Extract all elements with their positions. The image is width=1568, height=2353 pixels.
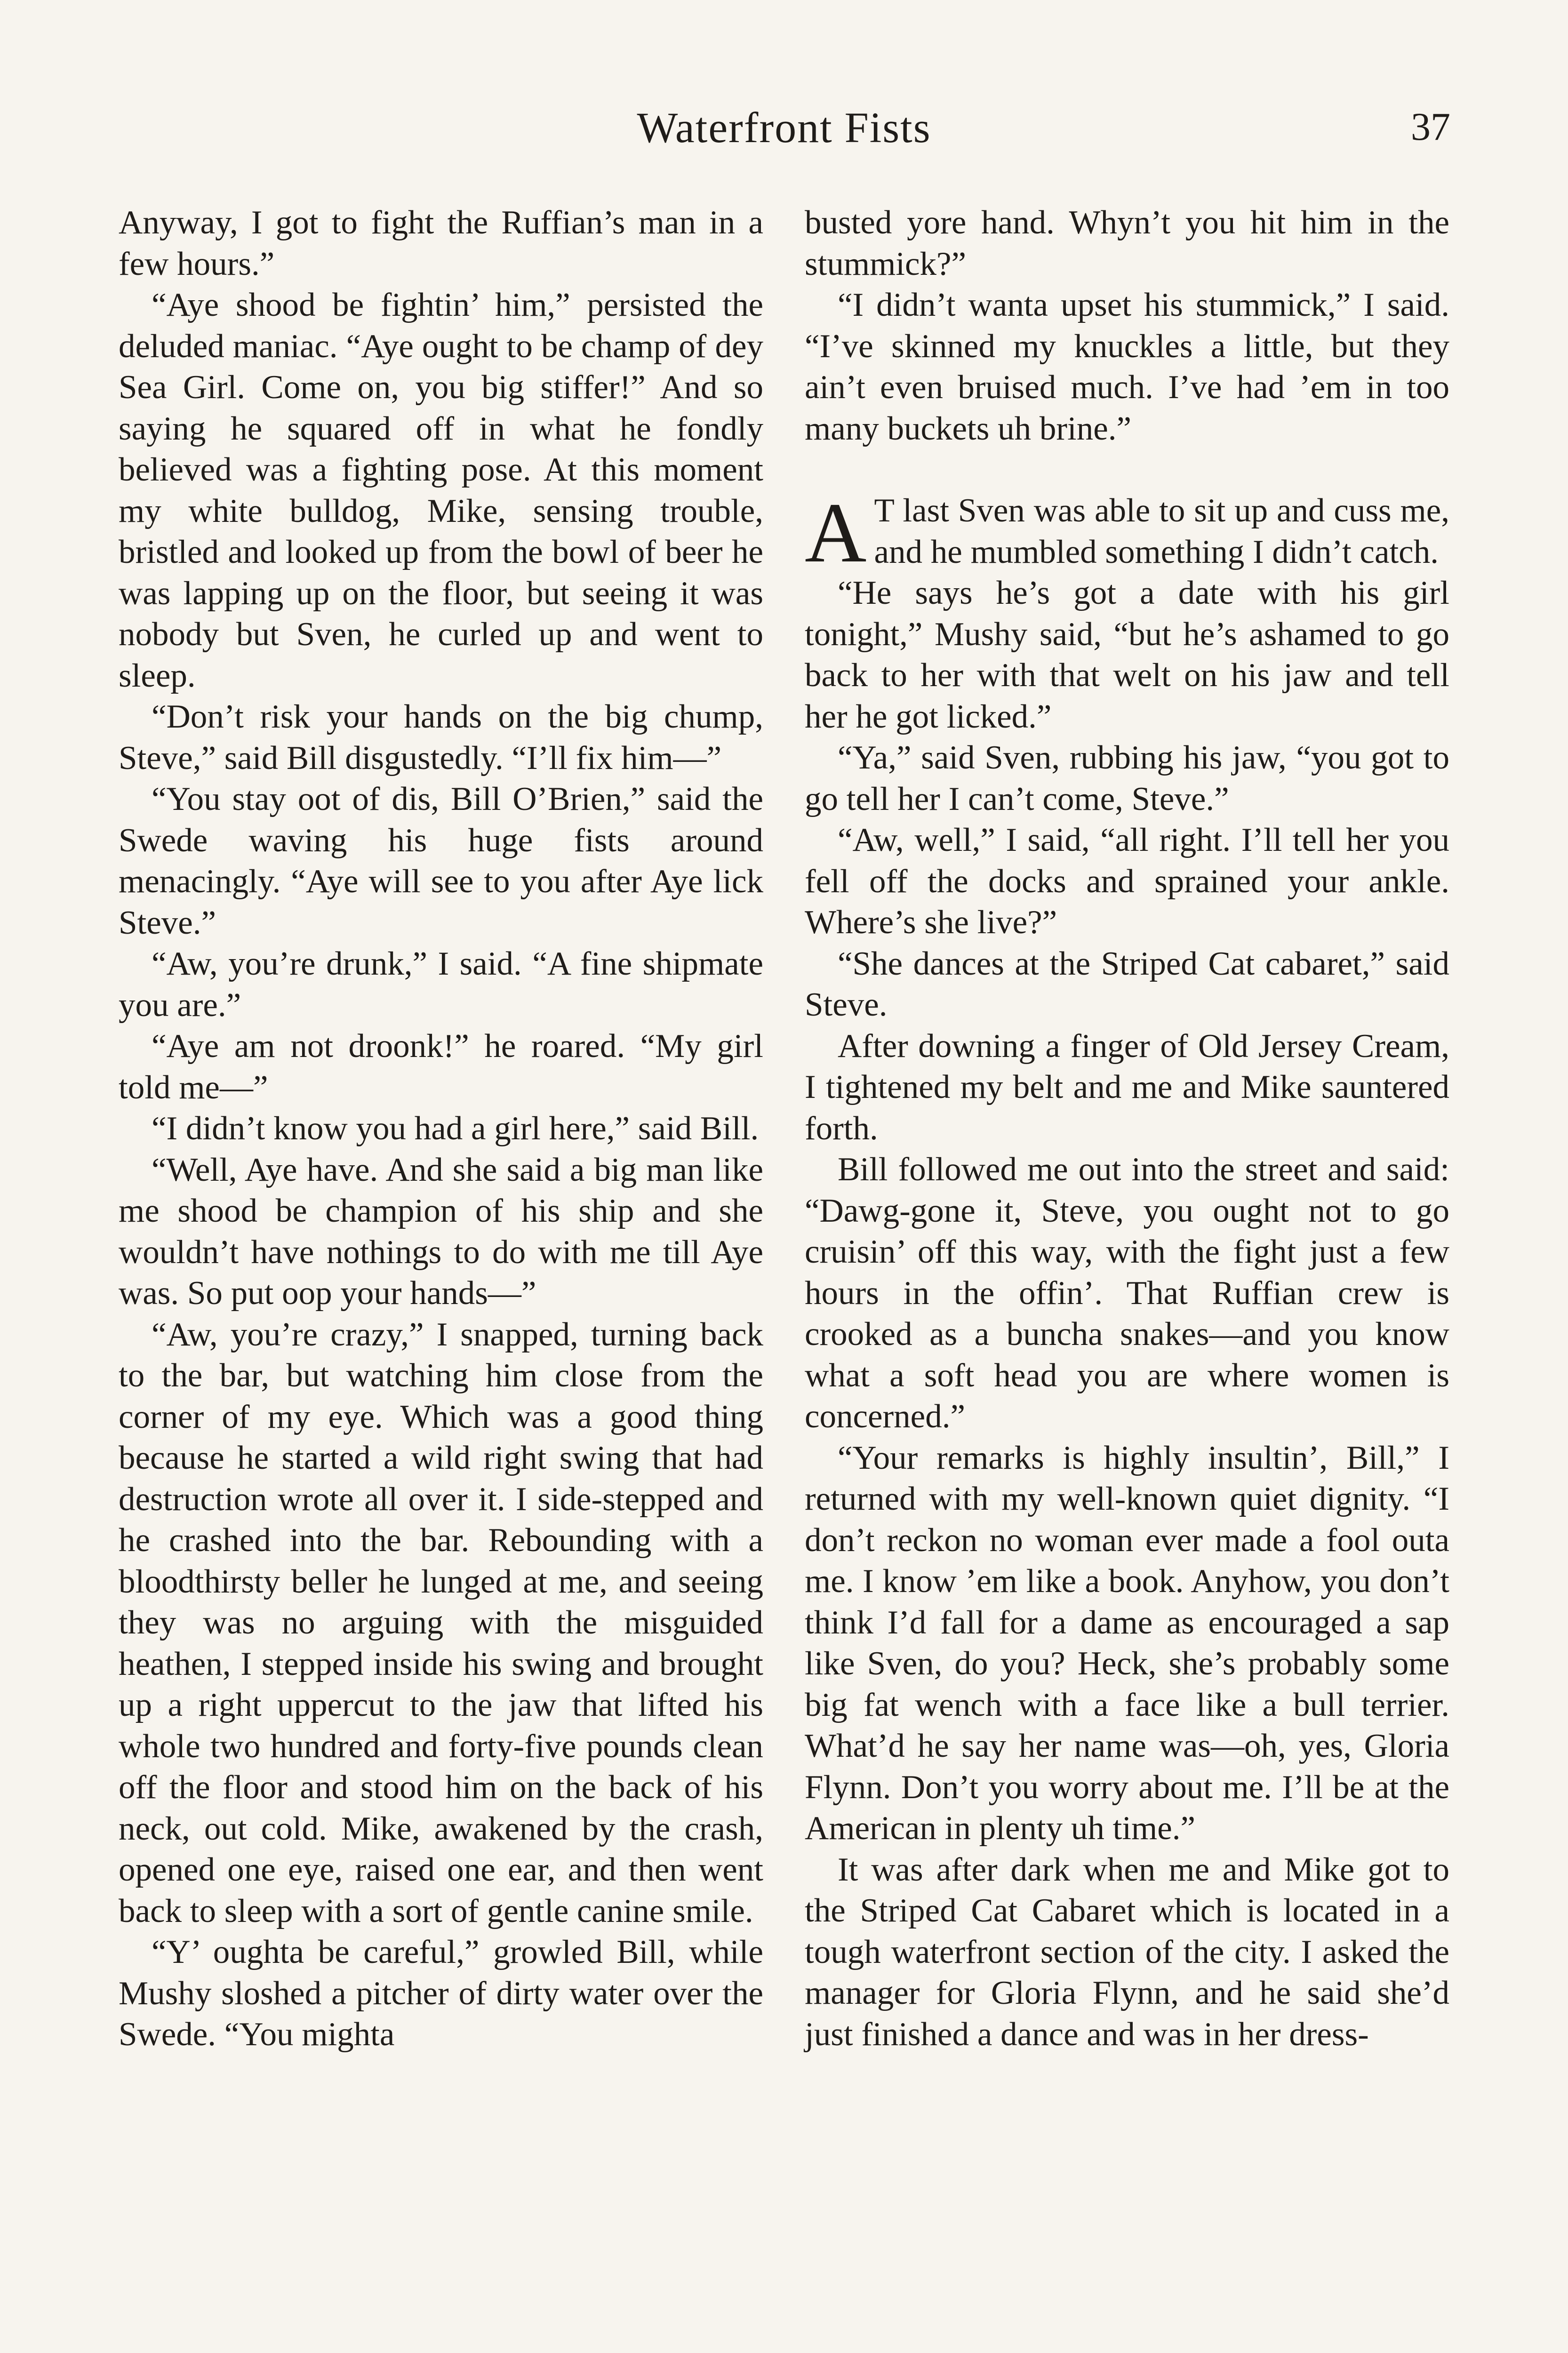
- paragraph: “Your remarks is highly insultin’, Bill,” I returned with my well-known quiet dignity. “I don’t reckon no woman ever made a fool outa me. I know ’em like a book. Anyhow, you don’t think I’d fall for a dame as encouraged a sap like Sven, do you? Heck, she’s probably some big fat wench with a face like a bull terrier. What’d he say her name was—oh, yes, Gloria Flynn. Don’t you worry about me. I’ll be at the American in plenty uh time.”: [805, 1439, 1449, 1847]
- paragraph: “He says he’s got a date with his girl tonight,” Mushy said, “but he’s ashamed to go back to her with that welt on his jaw and tell her he got licked.”: [805, 575, 1449, 735]
- paragraph: “Ya,” said Sven, rubbing his jaw, “you got to go tell her I can’t come, Steve.”: [805, 739, 1449, 817]
- dropcap-paragraph: [805, 486, 1449, 580]
- page-title: Waterfront Fists: [637, 104, 931, 152]
- paragraph: “Aw, you’re drunk,” I said. “A fine shipmate you are.”: [119, 945, 763, 1024]
- paragraph: “Well, Aye have. And she said a big man like me shood be champion of his ship and she wouldn’t have nothings to do with me till Aye was. So put oop your hands—”: [119, 1151, 763, 1312]
- paragraph: “Aw, well,” I said, “all right. I’ll tell her you fell off the docks and sprained your ankle. Where’s she live?”: [805, 822, 1449, 941]
- paragraph: It was after dark when me and Mike got to the Striped Cat Cabaret which is located in a tough waterfront section of the city. I asked the manager for Gloria Flynn, and he said she’d just finished a dance and was in her dress-: [805, 1851, 1449, 2053]
- paragraph: “You stay oot of dis, Bill O’Brien,” said the Swede waving his huge fists around menacingly. “Aye will see to you after Aye lick Steve.”: [119, 781, 763, 941]
- paragraph: Bill followed me out into the street and said: “Dawg-gone it, Steve, you ought not to go cruisin’ off this way, with the fight just a few hours in the offin’. That Ruffian crew is crooked as a buncha snakes—and you know what a soft head you are where women is concerned.”: [805, 1151, 1449, 1435]
- paragraph: busted yore hand. Whyn’t you hit him in the stummick?”: [805, 204, 1449, 282]
- right-column: [805, 202, 1449, 2055]
- paragraph: “Y’ oughta be careful,” growled Bill, while Mushy sloshed a pitcher of dirty water over the Swede. “You mighta: [119, 1934, 763, 2053]
- dropcap-text: T last Sven was able to sit up and cuss me, and he mumbled something I didn’t catch.: [874, 492, 1449, 570]
- paragraph: “Aw, you’re crazy,” I snapped, turning back to the bar, but watching him close from the corner of my eye. Which was a good thing because he started a wild right swing that had destruction wrote all over it. I side-stepped and he crashed into the bar. Rebounding with a bloodthirsty beller he lunged at me, and seeing they was no arguing with the misguided heathen, I stepped inside his swing and brought up a right uppercut to the jaw that lifted his whole two hundred and forty-five pounds clean off the floor and stood him on the back of his neck, out cold. Mike, awakened by the crash, opened one eye, raised one ear, and then went back to sleep with a sort of gentle canine smile.: [119, 1316, 763, 1929]
- left-column: [119, 202, 763, 2056]
- paragraph: “Aye am not droonk!” he roared. “My girl told me—”: [119, 1028, 763, 1106]
- paragraph: Anyway, I got to fight the Ruffian’s man in a few hours.”: [119, 204, 763, 282]
- drop-cap-letter: A: [805, 486, 867, 580]
- page-number: 37: [1411, 105, 1450, 149]
- paragraph: “I didn’t know you had a girl here,” said Bill.: [152, 1110, 759, 1147]
- paragraph: “Don’t risk your hands on the big chump, Steve,” said Bill disgustedly. “I’ll fix him—”: [119, 698, 763, 776]
- paragraph: “I didn’t wanta upset his stummick,” I said. “I’ve skinned my knuckles a little, but they ain’t even bruised much. I’ve had ’em in too many buckets uh brine.”: [805, 287, 1449, 447]
- paragraph: “She dances at the Striped Cat cabaret,” said Steve.: [805, 945, 1449, 1023]
- paragraph: After downing a finger of Old Jersey Cream, I tightened my belt and me and Mike sauntered forth.: [805, 1027, 1449, 1147]
- section-break: [805, 449, 1449, 490]
- paragraph: “Aye shood be fightin’ him,” persisted the deluded maniac. “Aye ought to be champ of dey Sea Girl. Come on, you big stiffer!” And so saying he squared off in what he fondly believed was a fighting pose. At this moment my white bulldog, Mike, sensing trouble, bristled and looked up from the bowl of beer he was lapping up on the floor, but seeing it was nobody but Sven, he curled up and went to sleep.: [119, 287, 763, 694]
